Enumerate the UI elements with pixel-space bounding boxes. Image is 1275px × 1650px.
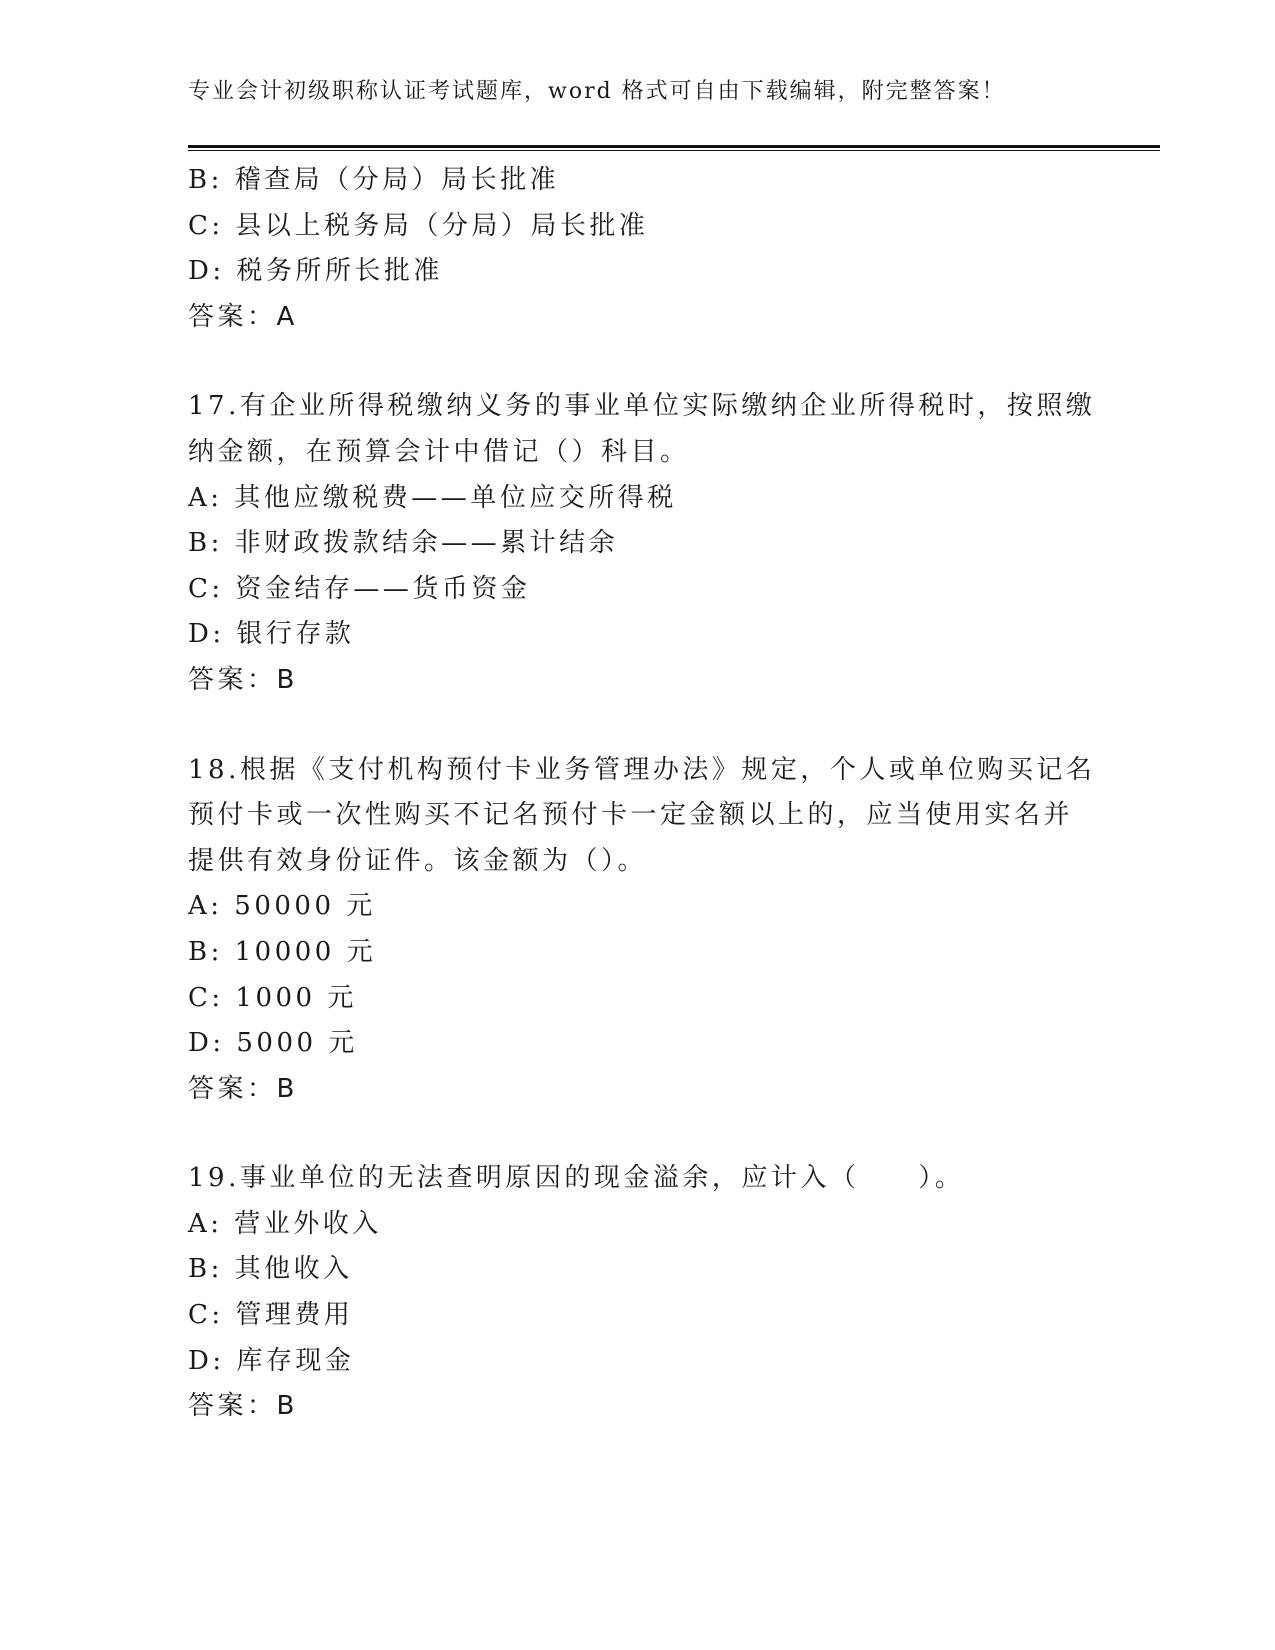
header-rule-thin [188, 150, 1160, 151]
page-header: 专业会计初级职称认证考试题库，word 格式可自由下载编辑，附完整答案！ [188, 79, 1006, 104]
option-c: C: 管理费用 [188, 1300, 354, 1331]
question-stem-line: 17.有企业所得税缴纳义务的事业单位实际缴纳企业所得税时，按照缴 [188, 391, 1096, 422]
option-b: B: 其他收入 [188, 1254, 353, 1285]
question-17 [188, 384, 1096, 703]
question-content [188, 158, 1096, 1430]
option-c: C: 县以上税务局（分局）局长批准 [188, 210, 649, 241]
question-18 [188, 748, 1096, 1113]
question-19 [188, 1156, 1088, 1430]
option-a: A: 50000 元 [188, 891, 376, 922]
question-16-tail [188, 158, 1088, 340]
answer: 答案：B [188, 1391, 298, 1422]
option-c: C: 1000 元 [188, 982, 357, 1013]
option-d: D: 税务所所长批准 [188, 256, 443, 287]
option-b: B: 稽查局（分局）局长批准 [188, 165, 560, 195]
option-b: B: 非财政拨款结余——累计结余 [188, 528, 619, 559]
question-stem-line: 纳金额，在预算会计中借记（）科目。 [188, 436, 690, 467]
answer: 答案：B [188, 1073, 298, 1104]
option-b: B: 10000 元 [188, 936, 377, 967]
option-a: A: 营业外收入 [188, 1208, 382, 1239]
question-stem-line: 19.事业单位的无法查明原因的现金溢余，应计入（ ）。 [188, 1163, 965, 1194]
answer: 答案：B [188, 664, 298, 695]
option-a: A: 其他应缴税费——单位应交所得税 [188, 482, 677, 513]
option-c: C: 资金结存——货币资金 [188, 573, 531, 604]
option-d: D: 银行存款 [188, 619, 355, 650]
question-stem-line: 提供有效身份证件。该金额为（）。 [188, 845, 648, 876]
option-d: D: 5000 元 [188, 1028, 358, 1059]
answer: 答案：A [188, 301, 298, 332]
header-rule-thick [188, 145, 1160, 148]
question-stem-line: 18.根据《支付机构预付卡业务管理办法》规定，个人或单位购买记名 [188, 754, 1096, 785]
question-stem-line: 预付卡或一次性购买不记名预付卡一定金额以上的，应当使用实名并 [188, 800, 1074, 831]
option-d: D: 库存现金 [188, 1345, 355, 1376]
